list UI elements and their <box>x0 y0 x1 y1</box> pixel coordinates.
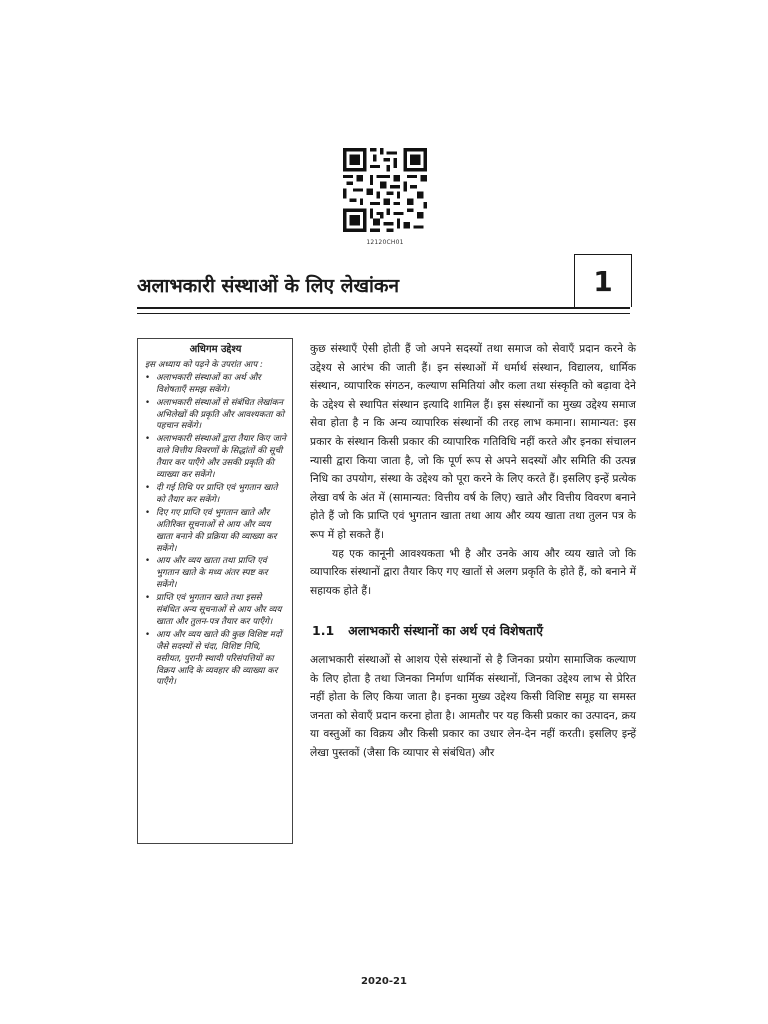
section-number: 1.1 <box>312 623 335 639</box>
bullet-icon: • <box>145 507 151 518</box>
qr-code-block <box>343 148 427 246</box>
qr-reference-code: 12120CH01 <box>366 239 404 246</box>
title-rule-thick <box>137 307 630 309</box>
list-item: • दी गई तिथि पर प्राप्ति एवं भुगतान खाते को तैयार कर सकेंगे। <box>145 482 278 505</box>
bullet-icon: • <box>145 372 151 383</box>
bullet-icon: • <box>145 397 151 408</box>
bullet-icon: • <box>145 593 151 604</box>
title-rule-thin <box>137 313 630 314</box>
body-paragraph-1: कुछ संस्थाएँ ऐसी होती हैं जो अपने सदस्यों तथा समाज को सेवाएँ प्रदान करने के उद्देश्य से आरंभ की जाती हैं। इन संस्थाओं में धर्मार्थ संस्थान, विद्यालय, धार्मिक संस्थान, व्यापारिक संगठन, कल्याण समितियां और कला तथा संस्कृति को बढ़ावा देने के उद्देश्य से स्थापित संस्थान इत्यादि शामिल हैं। इस संस्थानों का मुख्य उद्देश्य समाज सेवा होता है न कि अन्य व्यापारिक संस्थानों की तरह लाभ कमाना। सामान्यत: इस प्रकार के संस्थान किसी प्रकार की व्यापारिक गतिविधि नहीं करते और इनका संचालन न्यासी द्वारा किया जाता है, जो कि पूर्ण रूप से अपने सदस्यों और समिति की उत्पन्न निधि का उपयोग, संस्था के उद्देश्य को पूरा करने के लिए करते हैं। इसलिए इन्हें प्रत्येक लेखा वर्ष के अंत में (सामान्यत: वित्तीय वर्ष के लिए) खाते और वित्तीय विवरण बनाने होते हैं जो कि प्राप्ति एवं भुगतान खाता तथा आय और व्यय खाता तथा तुलन पत्र के रूप में हो सकते हैं। <box>310 342 636 541</box>
page-footer-year: 2020-21 <box>361 976 407 987</box>
list-item: • अलाभकारी संस्थाओं द्वारा तैयार किए जाने वाले वित्तीय विवरणों के सिद्धांतों की सूची तैयार कर पाएँगे और उसकी प्रकृति की व्याख्या कर सकेंगे। <box>145 434 286 481</box>
body-paragraph-2: यह एक कानूनी आवश्यकता भी है और उनके आय और व्यय खाते जो कि व्यापारिक संस्थानों द्वारा तैयार किए गए खातों से अलग प्रकृति के होते हैं, को बनाने में सहायक होते हैं। <box>310 546 636 597</box>
section-title: अलाभकारी संस्थानों का अर्थ एवं विशेषताएँ <box>348 623 544 639</box>
chapter-number: 1 <box>574 254 632 307</box>
list-item: • अलाभकारी संस्थाओं से संबंधित लेखांकन अभिलेखों की प्रकृति और आवश्यकता को पहचान सकेंगे। <box>145 397 285 432</box>
bullet-icon: • <box>145 434 151 445</box>
bullet-icon: • <box>145 482 151 493</box>
chapter-title: अलाभकारी संस्थाओं के लिए लेखांकन <box>137 275 400 297</box>
list-item: • दिए गए प्राप्ति एवं भुगतान खाते और अतिरिक्त सूचनाओं से आय और व्यय खाता बनाने की प्रक्रिया की व्याख्या कर सकेंगे। <box>145 507 277 554</box>
list-item: • आय और व्यय खाता तथा प्राप्ति एवं भुगतान खाते के मध्य अंतर स्पष्ट कर सकेंगे। <box>145 556 268 591</box>
objectives-heading: अधिगम उद्देश्य <box>189 344 242 355</box>
list-item: • प्राप्ति एवं भुगतान खाते तथा इससे संबंधित अन्य सूचनाओं से आय और व्यय खाता और तुलन-पत्र तैयार कर पाएँगे। <box>145 593 282 627</box>
objectives-list <box>145 373 286 690</box>
bullet-icon: • <box>145 556 151 567</box>
body-paragraph-3: अलाभकारी संस्थाओं से आशय ऐसे संस्थानों से है जिनका प्रयोग सामाजिक कल्याण के लिए होता है तथा जिनका निर्माण धार्मिक संस्थानों, जिनका उद्देश्य लाभ से प्रेरित नहीं होता के लिए किया जाता है। इनका मुख्य उद्देश्य किसी विशिष्ट समूह या समस्त जनता को सेवाएँ प्रदान करना होता है। आमतौर पर यह किसी प्रकार का उत्पादन, क्रय या वस्तुओं का विक्रय और किसी प्रकार का उधार लेन-देन नहीं करती। इसलिए इन्हें लेखा पुस्तकों (जैसा कि व्यापार से संबंधित) और <box>310 652 636 759</box>
objectives-intro: इस अध्याय को पढ़ने के उपरांत आप : <box>145 359 263 370</box>
learning-objectives-box <box>137 338 293 844</box>
section-heading <box>312 622 636 641</box>
bullet-icon: • <box>145 629 151 640</box>
main-text-column <box>310 340 636 762</box>
list-item: • आय और व्यय खाते की कुछ विशिष्ट मदों जैसे सदस्यों से चंदा, विशिष्ट निधि, वसीयत, पुरानी स्थायी परिसंपत्तियों का विक्रय आदि के व्यवहार की व्याख्या कर पाएँगे। <box>145 629 282 688</box>
qr-code-icon <box>343 148 427 232</box>
list-item: • अलाभकारी संस्थाओं का अर्थ और विशेषताएँ समझ सकेंगे। <box>145 372 261 395</box>
